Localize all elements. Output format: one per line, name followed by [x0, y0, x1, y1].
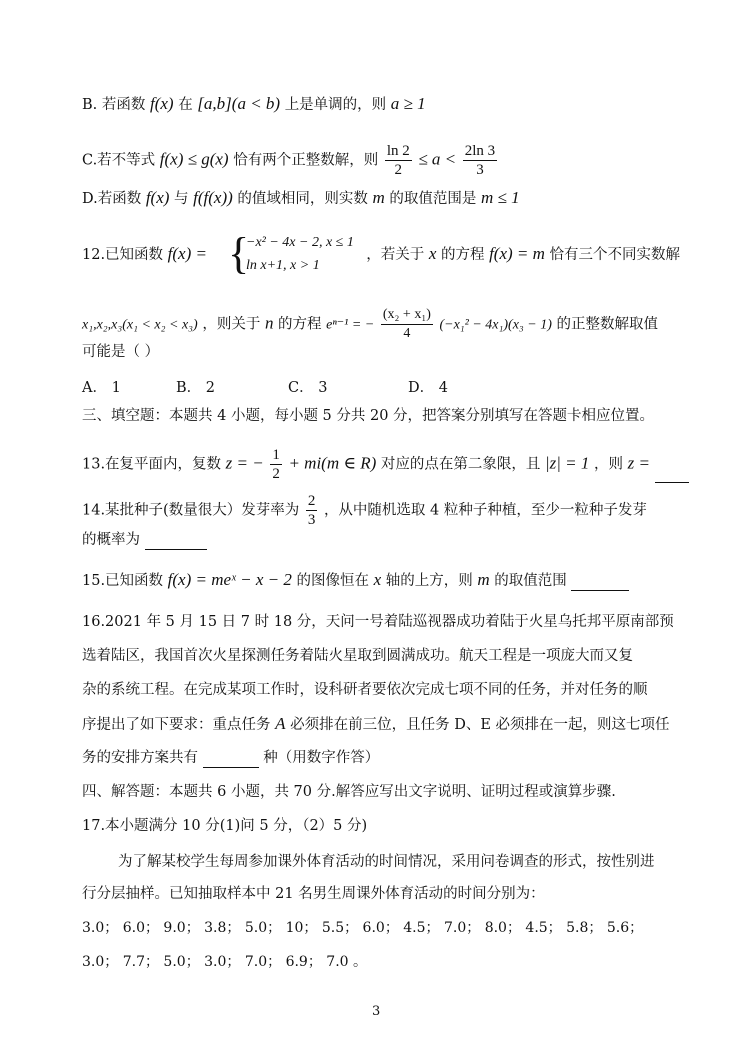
q17-paragraph-2: 行分层抽样。已知抽取样本中 21 名男生周课外体育活动的时间分别为：: [82, 886, 545, 902]
fraction-1-over-2: $\frac{1}{2}$: [272, 447, 280, 482]
q12-line-2: x₁,x₂,x₃(x₁ < x₂ < x₃) ，则关于 n 的方程 eⁿ⁻¹ = − $\frac{\text{(x₂ + x₁)}}{4}$ (−x₁² − 4x₁)(x₃ − 1) 的正整数解取值: [82, 307, 659, 341]
q16-line-2: 选着陆区，我国首次火星探测任务着陆火星取到圆满成功。航天工程是一项庞大而又复: [82, 648, 633, 664]
fraction-2ln3-over-3: $\frac{2\ln 3}{3}$: [464, 143, 496, 178]
q16-line-5: 务的安排方案共有 种（用数字作答）: [82, 750, 380, 766]
q17-data-row-2: 3.0； 7.7； 5.0； 3.0； 7.0； 6.9； 7.0 。: [82, 954, 368, 970]
fraction-2-over-3: $\frac{2}{3}$: [307, 493, 316, 528]
question-15: 15.已知函数 f(x) = meˣ − x − 2 的图像恒在 x 轴的上方，则 m 的取值范围: [82, 570, 629, 591]
answer-blank-14[interactable]: [145, 533, 207, 550]
answer-blank-16[interactable]: [203, 751, 259, 768]
q16-line-1: 16.2021 年 5 月 15 日 7 时 18 分，天问一号着陆巡视器成功着陆于火星乌托邦平原南部预: [82, 614, 674, 630]
fraction-ln2-over-2: $\frac{\ln 2}{2}$: [386, 143, 410, 178]
q17-heading: 17.本小题满分 10 分(1)问 5 分，（2）5 分): [82, 818, 368, 834]
answer-blank-13[interactable]: [655, 466, 689, 483]
q12-option-a: A． 1: [82, 380, 121, 396]
q17-data-row-1: 3.0； 6.0； 9.0； 3.8； 5.0； 10； 5.5； 6.0； 4.5； 7.0； 8.0； 4.5； 5.8； 5.6；: [82, 920, 644, 936]
q16-line-3: 杂的系统工程。在完成某项工作时，设科研者要依次完成七项不同的任务，并对任务的顺: [82, 682, 648, 698]
option-c: C.若不等式 f(x) ≤ g(x) 恰有两个正整数解，则 $\frac{\ln 2}{2}$ ≤ a < $\frac{2\ln 3}{3}$: [82, 143, 496, 178]
q17-paragraph-1: 为了解某校学生每周参加课外体育活动的时间情况，采用问卷调查的形式，按性别进: [118, 854, 655, 870]
q12-option-b: B． 2: [176, 380, 215, 396]
q16-line-4: 序提出了如下要求：重点任务 A 必须排在前三位，且任务 D、E 必须排在一起，则这七项任: [82, 714, 670, 733]
q12-line-3: 可能是（ ）: [82, 344, 160, 360]
fraction-x2-plus-x1-over-4: $\frac{\text{(x₂ + x₁)}}{4}$: [382, 307, 431, 341]
q12-option-d: D． 4: [408, 380, 448, 396]
question-14-line-2: 的概率为: [82, 530, 207, 550]
question-14: 14.某批种子(数量很大）发芽率为 $\frac{2}{3}$ ，从中随机选取 4 粒种子种植，至少一粒种子发芽: [82, 493, 647, 528]
question-13: 13.在复平面内，复数 z = − $\frac{1}{2}$ + mi(m ∈ R) 对应的点在第二象限，且 |z| = 1 ，则 z =: [82, 446, 689, 483]
piece-2: ln x+1, x > 1: [246, 258, 320, 273]
option-d: D.若函数 f(x) 与 f(f(x)) 的值域相同，则实数 m 的取值范围是 m ≤ 1: [82, 188, 520, 207]
piece-1: −x² − 4x − 2, x ≤ 1: [246, 235, 354, 250]
option-b: B. 若函数 f(x) 在 [a,b](a < b) 上是单调的，则 a ≥ 1: [82, 94, 426, 113]
piecewise-brace: {: [228, 229, 250, 278]
section-4-heading: 四、解答题：本题共 6 小题，共 70 分.解答应写出文字说明、证明过程或演算步骤.: [82, 784, 616, 800]
section-3-heading: 三、填空题：本题共 4 小题，每小题 5 分共 20 分，把答案分别填写在答题卡相应位置。: [82, 408, 655, 424]
answer-blank-15[interactable]: [571, 574, 629, 591]
q12-option-c: C． 3: [288, 380, 328, 396]
page-number: 3: [372, 1004, 381, 1019]
q12-line-1: 12.已知函数 f(x) = ，若关于 x 的方程 f(x) = m 恰有三个不同实数解: [82, 244, 681, 263]
